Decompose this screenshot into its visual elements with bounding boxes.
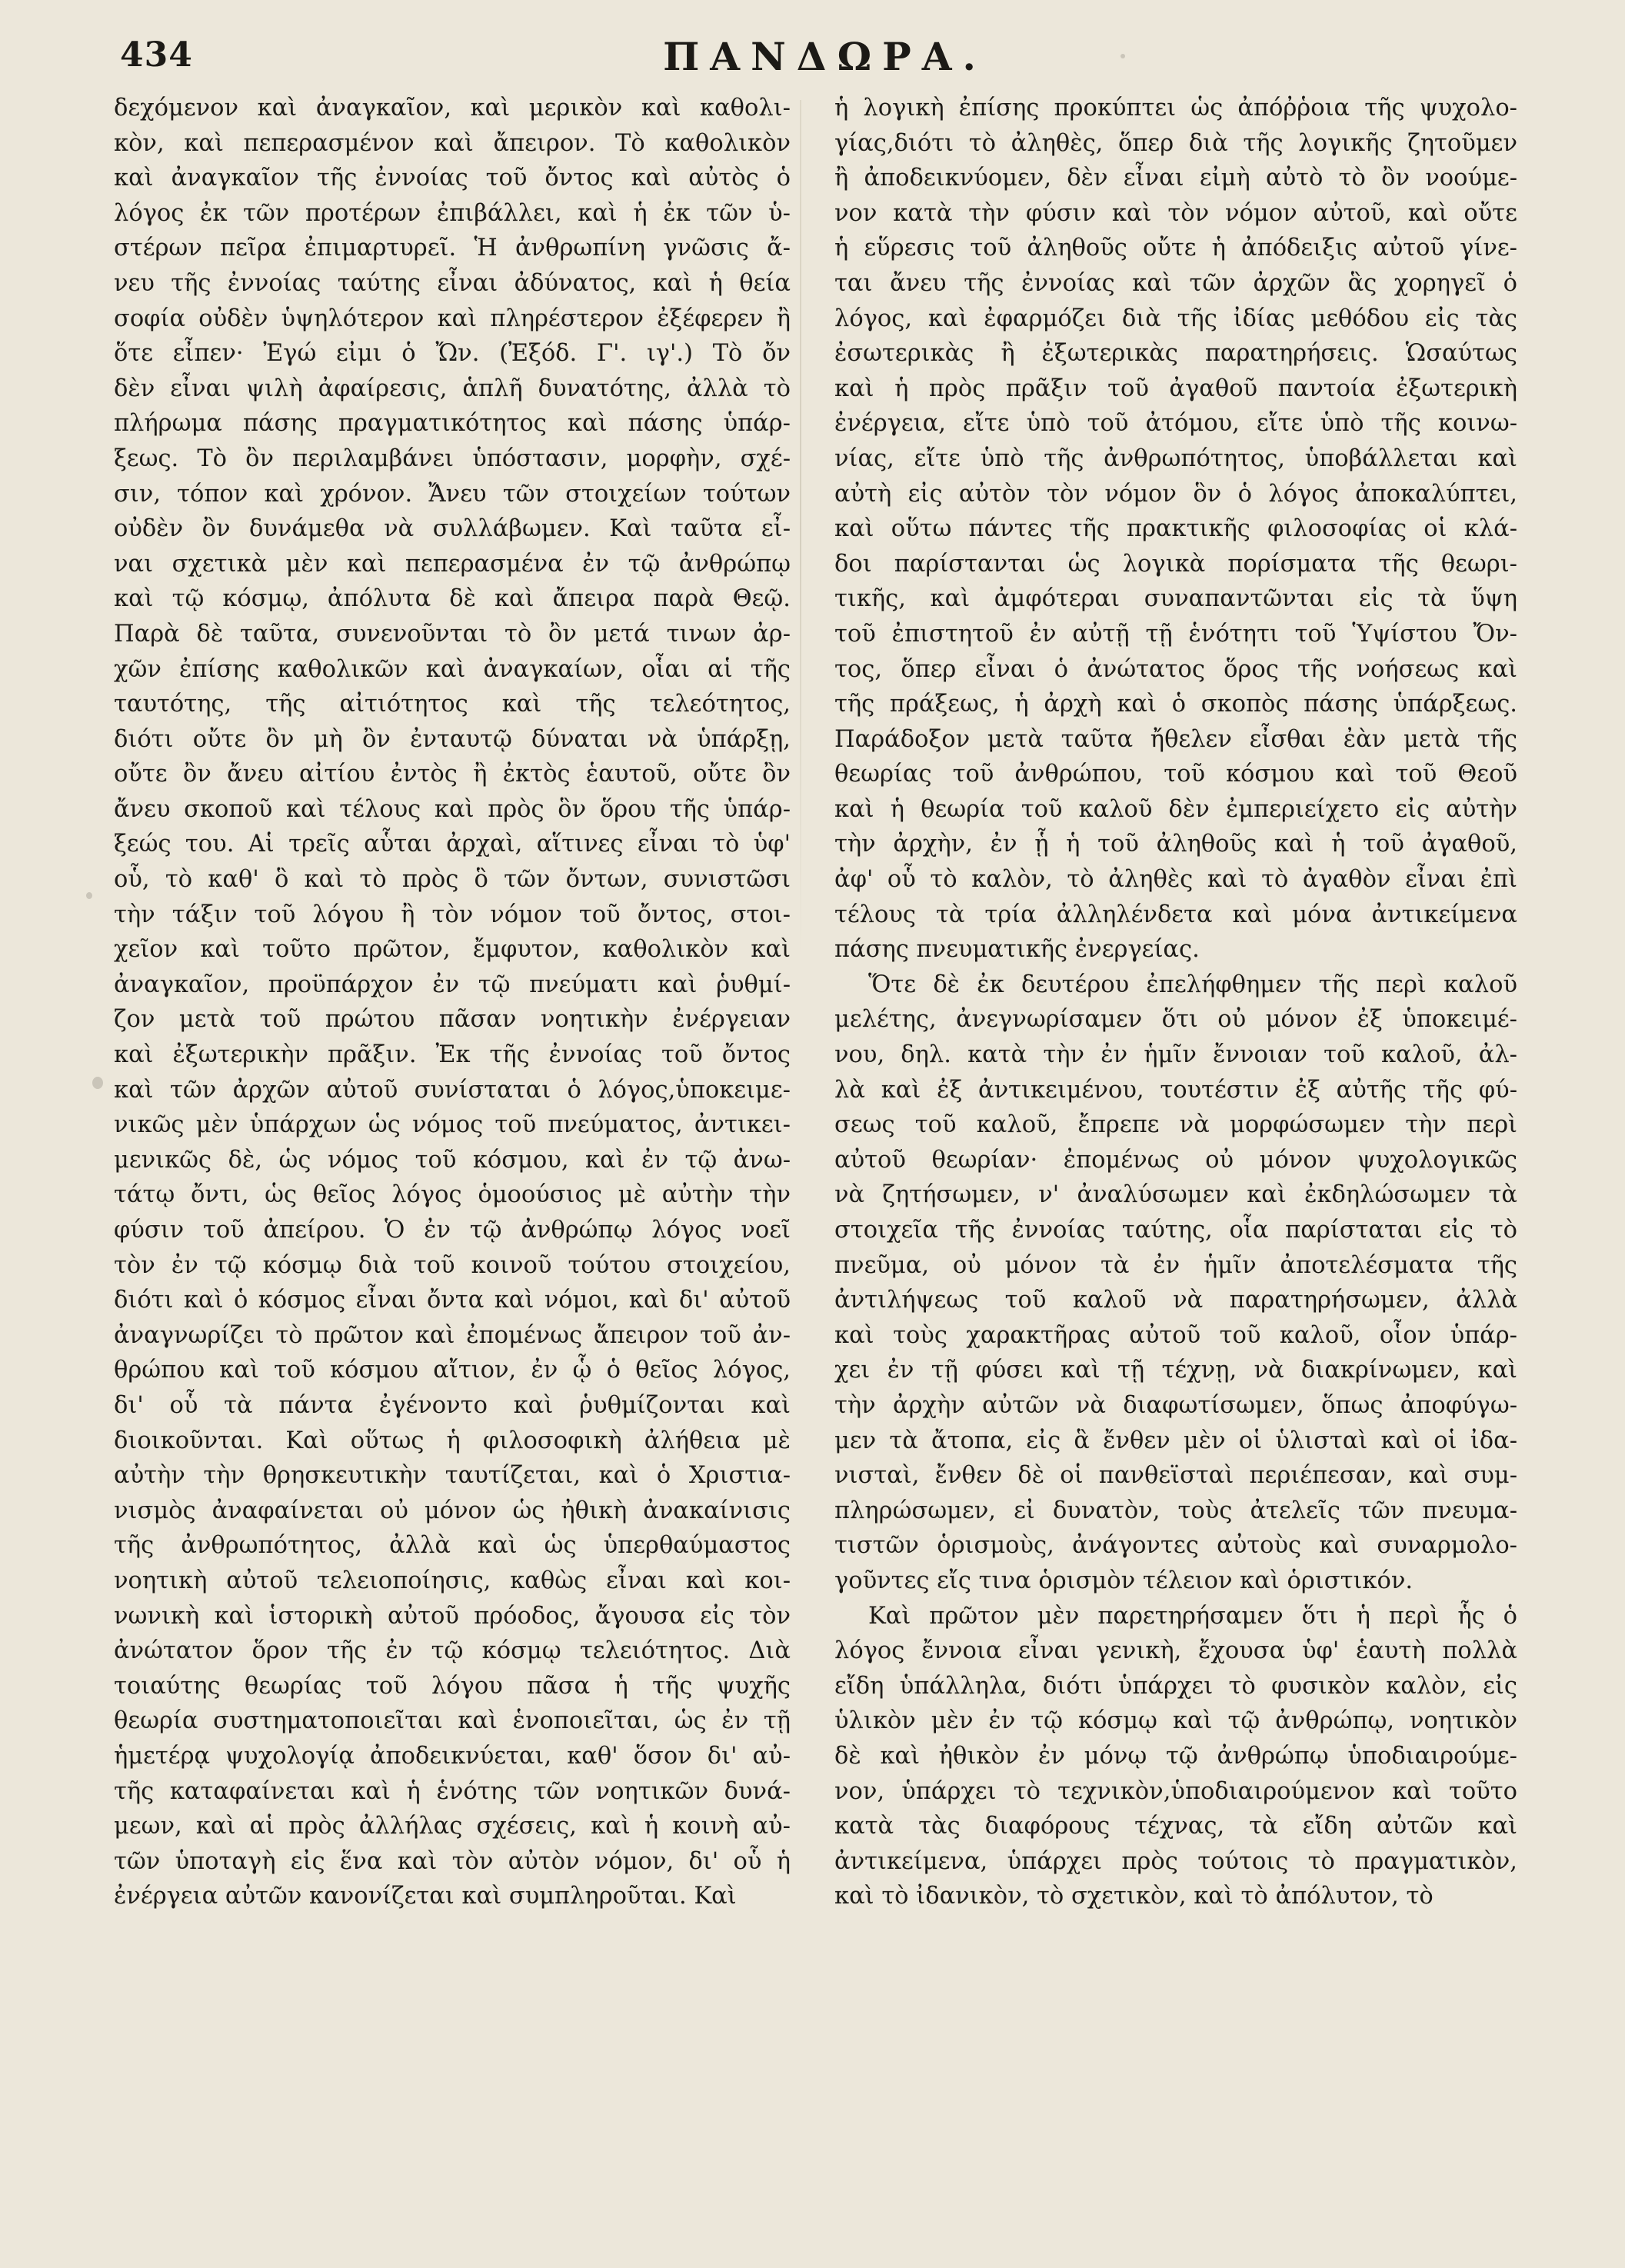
text-line: ἐνέργεια αὐτῶν κανονίζεται καὶ συμπληροῦται. Καὶ xyxy=(114,1883,737,1910)
text-line: δεχόμενον καὶ ἀναγκαῖον, καὶ μερικὸν καὶ καθολι- xyxy=(114,95,791,122)
text-line: ἀφ' οὗ τὸ καλὸν, τὸ ἀληθὲς καὶ τὸ ἀγαθὸν εἶναι ἐπὶ xyxy=(834,866,1517,894)
text-line: χεῖον καὶ τοῦτο πρῶτον, ἔμφυτον, καθολικὸν καὶ xyxy=(114,936,791,964)
text-line: ἐνέργεια, εἴτε ὑπὸ τοῦ ἀτόμου, εἴτε ὑπὸ τῆς κοινω- xyxy=(834,410,1517,438)
text-line: τάτῳ ὄντι, ὡς θεῖος λόγος ὁμοούσιος μὲ αὐτὴν τὴν xyxy=(114,1181,791,1209)
text-line: νου, δηλ. κατὰ τὴν ἐν ἡμῖν ἔννοιαν τοῦ καλοῦ, ἀλ- xyxy=(834,1041,1517,1069)
text-line: αὐτὴν τὴν θρησκευτικὴν ταυτίζεται, καὶ ὁ Χριστια- xyxy=(114,1462,791,1490)
text-line: κὸν, καὶ πεπερασμένον καὶ ἄπειρον. Τὸ καθολικὸν xyxy=(114,129,791,157)
text-line: καὶ ἡ πρὸς πρᾶξιν τοῦ ἀγαθοῦ παντοία ἐξωτερικὴ xyxy=(834,375,1517,402)
text-line: μεν τὰ ἄτοπα, εἰς ἃ ἔνθεν μὲν οἱ ὑλισταὶ καὶ οἱ ἰδα- xyxy=(834,1427,1517,1454)
text-line: καὶ ἀναγκαῖον τῆς ἐννοίας τοῦ ὄντος καὶ αὐτὸς ὁ xyxy=(114,165,791,192)
page-number: 434 xyxy=(120,35,193,75)
text-line: καὶ τῷ κόσμῳ, ἀπόλυτα δὲ καὶ ἄπειρα παρὰ Θεῷ. xyxy=(114,585,791,613)
text-line: νισταὶ, ἔνθεν δὲ οἱ πανθεϊσταὶ περιέπεσαν, καὶ συμ- xyxy=(834,1462,1517,1490)
ink-spot xyxy=(1121,54,1125,58)
right-text-column xyxy=(834,91,1517,1914)
page-header xyxy=(115,29,1534,83)
text-line: δι' οὗ τὰ πάντα ἐγένοντο καὶ ῥυθμίζονται καὶ xyxy=(114,1391,791,1419)
text-line: οὔτε ὂν ἄνευ αἰτίου ἐντὸς ἢ ἐκτὸς ἑαυτοῦ, οὔτε ὂν xyxy=(114,761,791,788)
text-line: αὐτοῦ θεωρίαν· ἐπομένως οὐ μόνον ψυχολογικῶς xyxy=(834,1146,1517,1174)
text-line: τιστῶν ὁρισμοὺς, ἀνάγοντες αὐτοὺς καὶ συναρμολο- xyxy=(834,1532,1517,1560)
text-line: τῶν ὑποταγὴ εἰς ἕνα καὶ τὸν αὐτὸν νόμον, δι' οὗ ἡ xyxy=(114,1847,791,1875)
text-line: θεωρίας τοῦ ἀνθρώπου, τοῦ κόσμου καὶ τοῦ Θεοῦ xyxy=(834,761,1517,788)
text-line: ζον μετὰ τοῦ πρώτου πᾶσαν νοητικὴν ἐνέργειαν xyxy=(114,1006,791,1034)
text-line: καὶ ἐξωτερικὴν πρᾶξιν. Ἐκ τῆς ἐννοίας τοῦ ὄντος xyxy=(114,1041,791,1069)
text-line: λὰ καὶ ἐξ ἀντικειμένου, τουτέστιν ἐξ αὐτῆς τῆς φύ- xyxy=(834,1076,1517,1104)
text-line: τῆς ἀνθρωπότητος, ἀλλὰ καὶ ὡς ὑπερθαύμαστος xyxy=(114,1532,791,1560)
text-line: τοῦ ἐπιστητοῦ ἐν αὐτῇ τῇ ἑνότητι τοῦ Ὑψίστου Ὄν- xyxy=(834,620,1517,648)
text-line: τέλους τὰ τρία ἀλληλένδετα καὶ μόνα ἀντικείμενα xyxy=(834,901,1517,928)
text-line: ἡμετέρᾳ ψυχολογίᾳ ἀποδεικνύεται, καθ' ὅσον δι' αὐ- xyxy=(114,1742,791,1770)
text-line: νον, ὑπάρχει τὸ τεχνικὸν,ὑποδιαιρούμενον καὶ τοῦτο xyxy=(834,1777,1517,1805)
text-line: σοφία οὐδὲν ὑψηλότερον καὶ πληρέστερον ἐξέφερεν ἢ xyxy=(114,305,791,332)
text-line: ἡ εὕρεσις τοῦ ἀληθοῦς οὔτε ἡ ἀπόδειξις αὐτοῦ γίνε- xyxy=(834,235,1517,262)
text-line: εἴδη ὑπάλληλα, διότι ὑπάρχει τὸ φυσικὸν καλὸν, εἰς xyxy=(834,1672,1517,1700)
left-text-column xyxy=(114,91,791,1914)
text-line: ἀνώτατον ὅρον τῆς ἐν τῷ κόσμῳ τελειότητος. Διὰ xyxy=(114,1637,791,1665)
text-line: νοητικὴ αὐτοῦ τελειοποίησις, καθὼς εἶναι καὶ κοι- xyxy=(114,1567,791,1594)
text-line: λόγος, καὶ ἐφαρμόζει διὰ τῆς ἰδίας μεθόδου εἰς τὰς xyxy=(834,305,1517,332)
text-line: τὴν τάξιν τοῦ λόγου ἢ τὸν νόμον τοῦ ὄντος, στοι- xyxy=(114,901,791,928)
text-line: καὶ τοὺς χαρακτῆρας αὐτοῦ τοῦ καλοῦ, οἷον ὑπάρ- xyxy=(834,1321,1517,1349)
text-line: ναι σχετικὰ μὲν καὶ πεπερασμένα ἐν τῷ ἀνθρώπῳ xyxy=(114,550,791,578)
text-line: τος, ὅπερ εἶναι ὁ ἀνώτατος ὅρος τῆς νοήσεως καὶ xyxy=(834,655,1517,683)
text-line: φύσιν τοῦ ἀπείρου. Ὁ ἐν τῷ ἀνθρώπῳ λόγος νοεῖ xyxy=(114,1217,791,1244)
text-line: πάσης πνευματικῆς ἐνεργείας. xyxy=(834,936,1200,964)
text-line: νευ τῆς ἐννοίας ταύτης εἶναι ἀδύνατος, καὶ ἡ θεία xyxy=(114,269,791,297)
text-line: νίας, εἴτε ὑπὸ τῆς ἀνθρωπότητος, ὑποβάλλεται καὶ xyxy=(834,445,1517,472)
text-line: ὅτε εἶπεν· Ἐγώ εἰμι ὁ Ὤν. (Ἐξόδ. Γ'. ιγ'.) Τὸ ὄν xyxy=(114,340,791,368)
text-line: Ὅτε δὲ ἐκ δευτέρου ἐπελήφθημεν τῆς περὶ καλοῦ xyxy=(868,971,1517,998)
text-line: τῆς πράξεως, ἡ ἀρχὴ καὶ ὁ σκοπὸς πάσης ὑπάρξεως. xyxy=(834,691,1517,718)
text-line: διότι καὶ ὁ κόσμος εἶναι ὄντα καὶ νόμοι, καὶ δι' αὐτοῦ xyxy=(114,1287,791,1314)
text-line: δὲ καὶ ἠθικὸν ἐν μόνῳ τῷ ἀνθρώπῳ ὑποδιαιρούμε- xyxy=(834,1742,1517,1770)
text-line: πνεῦμα, οὐ μόνον τὰ ἐν ἡμῖν ἀποτελέσματα τῆς xyxy=(834,1251,1517,1279)
ink-spot xyxy=(86,892,92,899)
text-line: καὶ τὸ ἰδανικὸν, τὸ σχετικὸν, καὶ τὸ ἀπόλυτον, τὸ xyxy=(834,1883,1434,1910)
text-line: νικῶς μὲν ὑπάρχων ὡς νόμος τοῦ πνεύματος, ἀντικει- xyxy=(114,1111,791,1139)
text-line: τὸν ἐν τῷ κόσμῳ διὰ τοῦ κοινοῦ τούτου στοιχείου, xyxy=(114,1251,791,1279)
text-line: δὲν εἶναι ψιλὴ ἀφαίρεσις, ἁπλῆ δυνατότης, ἀλλὰ τὸ xyxy=(114,375,791,402)
text-line: αὐτὴ εἰς αὐτὸν τὸν νόμον ὃν ὁ λόγος ἀποκαλύπτει, xyxy=(834,480,1517,508)
text-line: τοιαύτης θεωρίας τοῦ λόγου πᾶσα ἡ τῆς ψυχῆς xyxy=(114,1672,791,1700)
text-line: καὶ ἡ θεωρία τοῦ καλοῦ δὲν ἐμπεριείχετο εἰς αὐτὴν xyxy=(834,795,1517,823)
text-line: χῶν ἐπίσης καθολικῶν καὶ ἀναγκαίων, οἷαι αἱ τῆς xyxy=(114,655,791,683)
text-line: τῆς καταφαίνεται καὶ ἡ ἑνότης τῶν νοητικῶν δυνά- xyxy=(114,1777,791,1805)
ink-spot xyxy=(92,1077,103,1089)
text-line: ἐσωτερικὰς ἢ ἐξωτερικὰς παρατηρήσεις. Ὡσαύτως xyxy=(834,340,1517,368)
text-line: στοιχεῖα τῆς ἐννοίας ταύτης, οἷα παρίσταται εἰς τὸ xyxy=(834,1217,1517,1244)
text-line: νον κατὰ τὴν φύσιν καὶ τὸν νόμον αὐτοῦ, καὶ οὔτε xyxy=(834,199,1517,227)
text-line: θρώπου καὶ τοῦ κόσμου αἴτιον, ἐν ᾧ ὁ θεῖος λόγος, xyxy=(114,1357,791,1384)
text-line: μεων, καὶ αἱ πρὸς ἀλλήλας σχέσεις, καὶ ἡ κοινὴ αὐ- xyxy=(114,1813,791,1840)
text-line: τὴν ἀρχὴν αὐτῶν νὰ διαφωτίσωμεν, ὅπως ἀποφύγω- xyxy=(834,1391,1517,1419)
text-line: διότι οὔτε ὂν μὴ ὂν ἐνταυτῷ δύναται νὰ ὑπάρξῃ, xyxy=(114,725,791,753)
text-line: σεως τοῦ καλοῦ, ἔπρεπε νὰ μορφώσωμεν τὴν περὶ xyxy=(834,1111,1517,1139)
text-line: πληρώσωμεν, εἰ δυνατὸν, τοὺς ἀτελεῖς τῶν πνευμα- xyxy=(834,1497,1517,1524)
text-line: χει ἐν τῇ φύσει καὶ τῇ τέχνῃ, νὰ διακρίνωμεν, καὶ xyxy=(834,1357,1517,1384)
text-line: τικῆς, καὶ ἀμφότεραι συναπαντῶνται εἰς τὰ ὕψη xyxy=(834,585,1517,613)
running-head: ΠΑΝΔΩΡΑ. xyxy=(663,34,987,79)
column-divider xyxy=(800,100,801,2246)
text-line: ὑλικὸν μὲν ἐν τῷ κόσμῳ καὶ τῷ ἀνθρώπῳ, νοητικὸν xyxy=(834,1707,1517,1735)
text-line: μενικῶς δὲ, ὡς νόμος τοῦ κόσμου, καὶ ἐν τῷ ἀνω- xyxy=(114,1146,791,1174)
text-line: οὐδὲν ὂν δυνάμεθα νὰ συλλάβωμεν. Καὶ ταῦτα εἶ- xyxy=(114,515,791,543)
text-line: ἡ λογικὴ ἐπίσης προκύπτει ὡς ἀπόῤῥοια τῆς ψυχολο- xyxy=(834,95,1517,122)
text-line: διοικοῦνται. Καὶ οὕτως ἡ φιλοσοφικὴ ἀλήθεια μὲ xyxy=(114,1427,791,1454)
text-line: καὶ οὕτω πάντες τῆς πρακτικῆς φιλοσοφίας οἱ κλά- xyxy=(834,515,1517,543)
text-line: νισμὸς ἀναφαίνεται οὐ μόνον ὡς ἠθικὴ ἀνακαίνισις xyxy=(114,1497,791,1524)
text-line: καὶ τῶν ἀρχῶν αὐτοῦ συνίσταται ὁ λόγος,ὑποκειμε- xyxy=(114,1076,791,1104)
text-line: πλήρωμα πάσης πραγματικότητος καὶ πάσης ὑπάρ- xyxy=(114,410,791,438)
text-line: θεωρία συστηματοποιεῖται καὶ ἑνοποιεῖται, ὡς ἐν τῇ xyxy=(114,1707,791,1735)
text-line: λόγος ἐκ τῶν προτέρων ἐπιβάλλει, καὶ ἡ ἐκ τῶν ὑ- xyxy=(114,199,791,227)
text-line: γοῦντες εἴς τινα ὁρισμὸν τέλειον καὶ ὁριστικόν. xyxy=(834,1567,1414,1594)
text-line: κατὰ τὰς διαφόρους τέχνας, τὰ εἴδη αὐτῶν καὶ xyxy=(834,1813,1517,1840)
text-line: ξεως. Τὸ ὂν περιλαμβάνει ὑπόστασιν, μορφὴν, σχέ- xyxy=(114,445,791,472)
text-line: δοι παρίστανται ὡς λογικὰ πορίσματα τῆς θεωρι- xyxy=(834,550,1517,578)
text-line: ξεώς του. Αἱ τρεῖς αὗται ἀρχαὶ, αἵτινες εἶναι τὸ ὑφ' xyxy=(114,831,791,858)
text-line: ἄνευ σκοποῦ καὶ τέλους καὶ πρὸς ὃν ὅρου τῆς ὑπάρ- xyxy=(114,795,791,823)
text-line: στέρων πεῖρα ἐπιμαρτυρεῖ. Ἡ ἀνθρωπίνη γνῶσις ἄ- xyxy=(114,235,791,262)
text-line: τὴν ἀρχὴν, ἐν ᾗ ἡ τοῦ ἀληθοῦς καὶ ἡ τοῦ ἀγαθοῦ, xyxy=(834,831,1517,858)
text-line: νὰ ζητήσωμεν, ν' ἀναλύσωμεν καὶ ἐκδηλώσωμεν τὰ xyxy=(834,1181,1517,1209)
text-line: ἀναγνωρίζει τὸ πρῶτον καὶ ἐπομένως ἄπειρον τοῦ ἀν- xyxy=(114,1321,791,1349)
text-line: μελέτης, ἀνεγνωρίσαμεν ὅτι οὐ μόνον ἐξ ὑποκειμέ- xyxy=(834,1006,1517,1034)
text-line: γίας,διότι τὸ ἀληθὲς, ὅπερ διὰ τῆς λογικῆς ζητοῦμεν xyxy=(834,129,1517,157)
text-line: λόγος ἔννοια εἶναι γενικὴ, ἔχουσα ὑφ' ἑαυτὴ πολλὰ xyxy=(834,1637,1517,1665)
text-line: Παρὰ δὲ ταῦτα, συνενοῦνται τὸ ὂν μετά τινων ἀρ- xyxy=(114,620,791,648)
text-line: Παράδοξον μετὰ ταῦτα ἤθελεν εἶσθαι ἐὰν μετὰ τῆς xyxy=(834,725,1517,753)
text-line: σιν, τόπον καὶ χρόνον. Ἄνευ τῶν στοιχείων τούτων xyxy=(114,480,791,508)
text-line: Καὶ πρῶτον μὲν παρετηρήσαμεν ὅτι ἡ περὶ ἧς ὁ xyxy=(868,1602,1517,1630)
text-line: ταυτότης, τῆς αἰτιότητος καὶ τῆς τελεότητος, xyxy=(114,691,791,718)
text-line: ται ἄνευ τῆς ἐννοίας καὶ τῶν ἀρχῶν ἃς χορηγεῖ ὁ xyxy=(834,269,1517,297)
text-line: ἀντικείμενα, ὑπάρχει πρὸς τούτοις τὸ πραγματικὸν, xyxy=(834,1847,1517,1875)
text-line: ἀντιλήψεως τοῦ καλοῦ νὰ παρατηρήσωμεν, ἀλλὰ xyxy=(834,1287,1517,1314)
text-line: οὗ, τὸ καθ' ὃ καὶ τὸ πρὸς ὃ τῶν ὄντων, συνιστῶσι xyxy=(114,866,791,894)
text-line: ἢ ἀποδεικνύομεν, δὲν εἶναι εἰμὴ αὐτὸ τὸ ὂν νοούμε- xyxy=(834,165,1517,192)
text-line: νωνικὴ καὶ ἱστορικὴ αὐτοῦ πρόοδος, ἄγουσα εἰς τὸν xyxy=(114,1602,791,1630)
text-line: ἀναγκαῖον, προϋπάρχον ἐν τῷ πνεύματι καὶ ῥυθμί- xyxy=(114,971,791,998)
